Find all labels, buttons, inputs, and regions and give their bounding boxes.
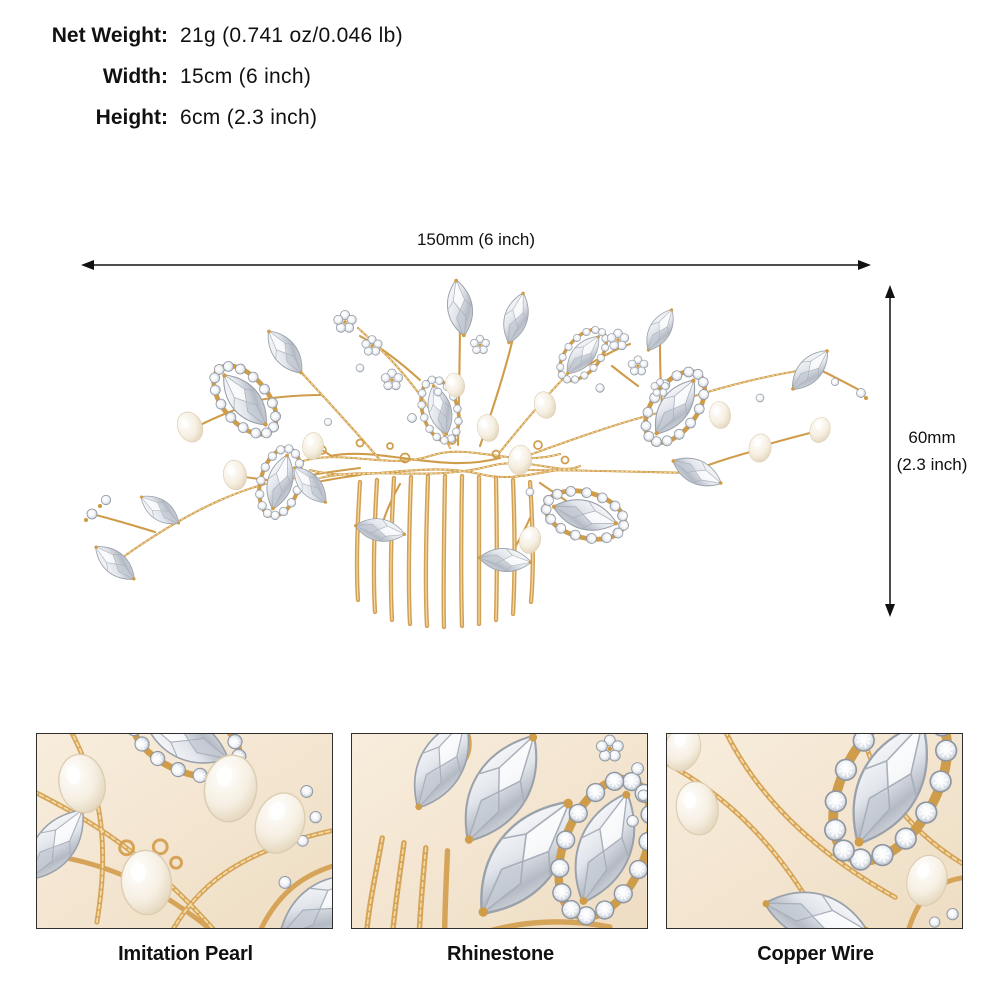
pearl-detail-photo <box>36 733 333 929</box>
width-dimension-label: 150mm (6 inch) <box>416 230 536 249</box>
height-dimension-annotation <box>890 424 974 478</box>
spec-row-width <box>36 65 403 106</box>
spec-row-height <box>36 106 403 147</box>
net-weight-label: Net Weight: <box>51 24 168 47</box>
copper-wire-detail-illustration <box>667 734 962 928</box>
pearl-detail-illustration <box>37 734 332 928</box>
spec-row-net-weight <box>36 24 403 65</box>
rhinestone-detail-illustration <box>352 734 647 928</box>
spec-block <box>36 24 403 147</box>
width-dimension-annotation <box>80 230 872 272</box>
net-weight-value: 21g (0.741 oz/0.046 lb) <box>180 24 403 47</box>
material-caption-imitation-pearl: Imitation Pearl <box>118 943 253 965</box>
width-label: Width: <box>102 65 168 88</box>
rhinestone-detail-photo <box>351 733 648 929</box>
height-dimension-label-mm: 60mm <box>908 428 956 447</box>
height-dimension-label-inch: (2.3 inch) <box>896 455 968 474</box>
gold-wire-branches <box>92 318 861 565</box>
height-value: 6cm (2.3 inch) <box>180 106 318 129</box>
copper-wire-detail-photo <box>666 733 963 929</box>
height-label: Height: <box>95 106 168 129</box>
material-caption-rhinestone: Rhinestone <box>447 943 554 965</box>
material-caption-copper-wire: Copper Wire <box>757 943 874 965</box>
width-value: 15cm (6 inch) <box>180 65 312 88</box>
hair-comb-product-photo <box>60 270 880 640</box>
